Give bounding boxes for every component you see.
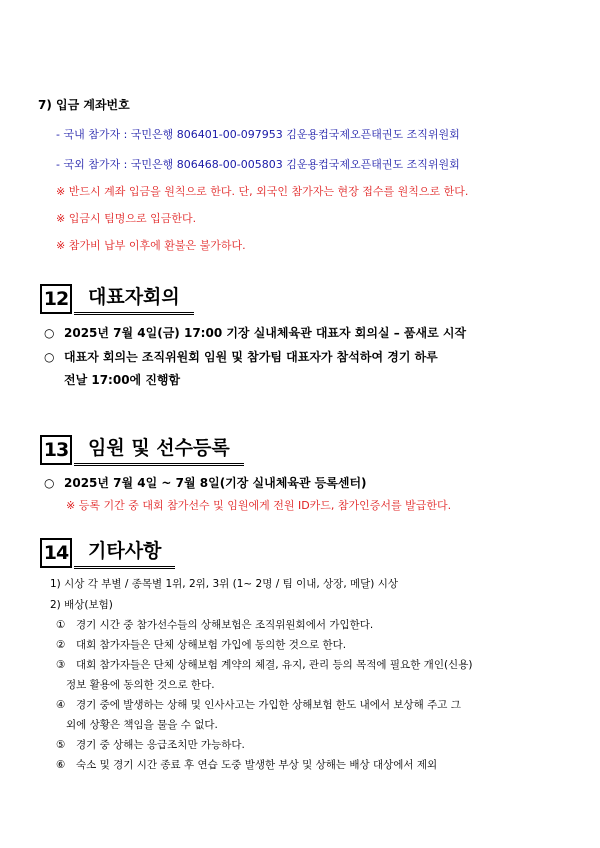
sec14-sub-6-text: 숙소 및 경기 시간 종료 후 연습 도중 발생한 부상 및 상해는 배상 대상에서 제외 xyxy=(76,759,438,771)
sec12-bullet-2 xyxy=(44,348,438,365)
sec14-sub-5 xyxy=(56,737,245,752)
account-note-3: ※ 참가비 납부 이후에 환불은 불가하다. xyxy=(56,239,246,252)
account-note-1: ※ 반드시 계좌 입금을 원칙으로 한다. 단, 외국인 참가자는 현장 접수를 원칙으로 한다. xyxy=(56,185,469,198)
sec14-sub-1-text: 경기 시간 중 참가선수들의 상해보험은 조직위원회에서 가입한다. xyxy=(76,619,374,631)
sec12-line-2b: 전날 17:00에 진행함 xyxy=(64,373,181,387)
sec14-sub-2-text: 대회 참가자들은 단체 상해보험 가입에 동의한 것으로 한다. xyxy=(76,639,347,651)
account-domestic: - 국내 참가자 : 국민은행 806401-00-097953 김운용컵국제오픈태권도 조직위원회 xyxy=(56,128,460,141)
sec14-sub-2 xyxy=(56,637,346,652)
bullet-circle-icon: ○ xyxy=(44,476,55,490)
account-heading: 7) 입금 계좌번호 xyxy=(38,98,130,112)
section-12-number: 12 xyxy=(40,284,72,314)
sec14-sub-6 xyxy=(56,757,437,772)
section-14-number: 14 xyxy=(40,538,72,568)
account-foreign: - 국외 참가자 : 국민은행 806468-00-005803 김운용컵국제오픈태권도 조직위원회 xyxy=(56,158,460,171)
sec13-note: ※ 등록 기간 중 대회 참가선수 및 임원에게 전원 ID카드, 참가인증서를 발급한다. xyxy=(66,499,452,512)
circled-number-2: ② xyxy=(56,639,66,651)
section-14-title: 기타사항 xyxy=(74,538,175,569)
section-12-title: 대표자회의 xyxy=(74,284,194,315)
section-13-number: 13 xyxy=(40,435,72,465)
circled-number-6: ⑥ xyxy=(56,759,66,771)
bullet-circle-icon: ○ xyxy=(44,326,55,340)
sec14-sub-3-text: 대회 참가자들은 단체 상해보험 계약의 체결, 유지, 관리 등의 목적에 필요한 개인(신용) xyxy=(76,659,473,671)
circled-number-3: ③ xyxy=(56,659,66,671)
sec12-bullet-1 xyxy=(44,324,466,341)
sec14-sub-3 xyxy=(56,657,472,672)
sec14-sub-4 xyxy=(56,697,461,712)
circled-number-1: ① xyxy=(56,619,66,631)
sec14-sub-1 xyxy=(56,617,373,632)
sec14-item-1: 1) 시상 각 부별 / 종목별 1위, 2위, 3위 (1~ 2명 / 팀 이내, 상장, 메달) 시상 xyxy=(50,578,398,590)
circled-number-5: ⑤ xyxy=(56,739,66,751)
section-13-title: 임원 및 선수등록 xyxy=(74,435,244,466)
bullet-circle-icon: ○ xyxy=(44,350,55,364)
account-note-2: ※ 입금시 팀명으로 입금한다. xyxy=(56,212,197,225)
sec14-sub-3-cont: 정보 활용에 동의한 것으로 한다. xyxy=(66,679,215,691)
sec13-bullet-1 xyxy=(44,474,367,491)
sec12-line-2a: 대표자 회의는 조직위원회 임원 및 참가팀 대표자가 참석하여 경기 하루 xyxy=(64,350,438,364)
sec14-sub-5-text: 경기 중 상해는 응급조치만 가능하다. xyxy=(76,739,245,751)
sec14-item-2: 2) 배상(보험) xyxy=(50,599,113,611)
sec13-line-1: 2025년 7월 4일 ~ 7월 8일(기장 실내체육관 등록센터) xyxy=(64,476,367,490)
circled-number-4: ④ xyxy=(56,699,66,711)
sec12-line-1: 2025년 7월 4일(금) 17:00 기장 실내체육관 대표자 회의실 – 품새로 시작 xyxy=(64,326,467,340)
sec14-sub-4-text: 경기 중에 발생하는 상해 및 인사사고는 가입한 상해보험 한도 내에서 보상해 주고 그 xyxy=(76,699,461,711)
sec14-sub-4-cont: 외에 상황은 책임을 물을 수 없다. xyxy=(66,719,218,731)
